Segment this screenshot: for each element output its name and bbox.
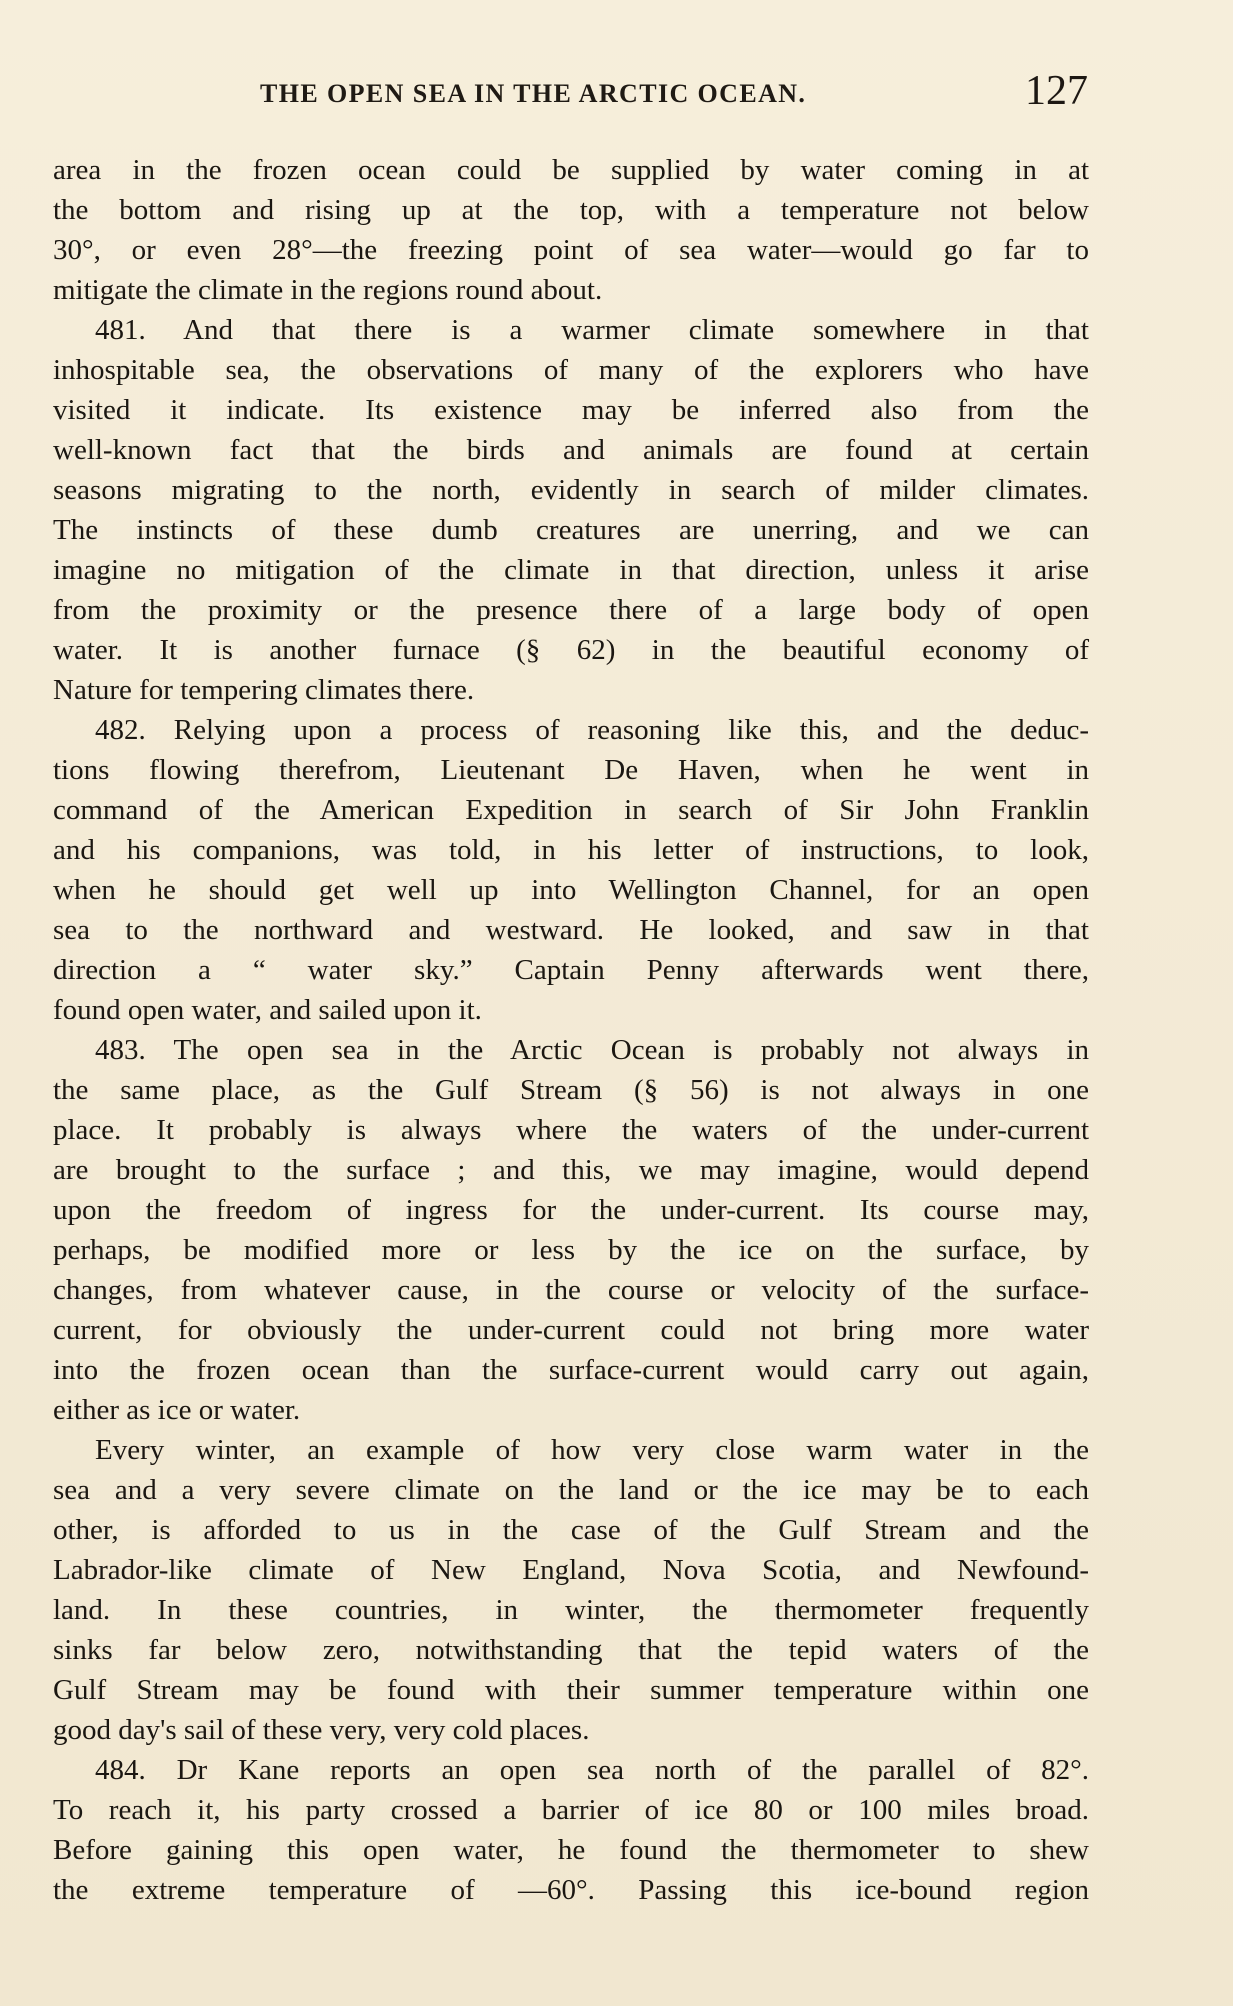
body-line: current, for obviously the under-current could not bring more water — [53, 1314, 1089, 1346]
paragraph-every-winter-line: Every winter, an example of how very close warm water in the — [95, 1434, 1089, 1466]
body-line: inhospitable sea, the observations of many of the explorers who have — [53, 354, 1089, 386]
body-line: The instincts of these dumb creatures are unerring, and we can — [53, 514, 1089, 546]
body-line: good day's sail of these very, very cold places. — [53, 1714, 590, 1746]
body-line: imagine no mitigation of the climate in that direction, unless it arise — [53, 554, 1089, 586]
page-header — [55, 62, 1088, 122]
body-line: 30°, or even 28°—the freezing point of sea water—would go far to — [53, 234, 1089, 266]
body-line: into the frozen ocean than the surface-current would carry out again, — [53, 1354, 1089, 1386]
body-line: land. In these countries, in winter, the thermometer frequently — [53, 1594, 1089, 1626]
body-line: mitigate the climate in the regions round about. — [53, 274, 603, 306]
body-line: tions flowing therefrom, Lieutenant De Haven, when he went in — [53, 754, 1089, 786]
body-line: seasons migrating to the north, evidently in search of milder climates. — [53, 474, 1089, 506]
body-line: Labrador-like climate of New England, Nova Scotia, and Newfound- — [53, 1554, 1089, 1586]
body-line: the bottom and rising up at the top, with a temperature not below — [53, 194, 1089, 226]
page-body — [53, 150, 1089, 1910]
paragraph-482-line: 482. Relying upon a process of reasoning like this, and the deduc- — [95, 714, 1089, 746]
body-line: visited it indicate. Its existence may be inferred also from the — [53, 394, 1089, 426]
body-line: when he should get well up into Wellington Channel, for an open — [53, 874, 1089, 906]
body-line: upon the freedom of ingress for the under-current. Its course may, — [53, 1194, 1089, 1226]
body-line: perhaps, be modified more or less by the ice on the surface, by — [53, 1234, 1089, 1266]
body-line: area in the frozen ocean could be supplied by water coming in at — [53, 154, 1089, 186]
body-line: To reach it, his party crossed a barrier of ice 80 or 100 miles broad. — [53, 1794, 1089, 1826]
body-line: are brought to the surface ; and this, we may imagine, would depend — [53, 1154, 1089, 1186]
body-line: place. It probably is always where the waters of the under-current — [53, 1114, 1089, 1146]
body-line: the same place, as the Gulf Stream (§ 56) is not always in one — [53, 1074, 1089, 1106]
body-line: changes, from whatever cause, in the course or velocity of the surface- — [53, 1274, 1089, 1306]
body-line: sea and a very severe climate on the land or the ice may be to each — [53, 1474, 1089, 1506]
body-line: command of the American Expedition in search of Sir John Franklin — [53, 794, 1089, 826]
body-line: Gulf Stream may be found with their summer temperature within one — [53, 1674, 1089, 1706]
page-number: 127 — [1025, 68, 1088, 114]
body-line: and his companions, was told, in his letter of instructions, to look, — [53, 834, 1089, 866]
body-line: either as ice or water. — [53, 1394, 301, 1426]
body-line: other, is afforded to us in the case of the Gulf Stream and the — [53, 1514, 1089, 1546]
body-line: the extreme temperature of —60°. Passing this ice-bound region — [53, 1874, 1089, 1906]
body-line: Before gaining this open water, he found the thermometer to shew — [53, 1834, 1089, 1866]
paragraph-483-line: 483. The open sea in the Arctic Ocean is probably not always in — [95, 1034, 1089, 1066]
body-line: water. It is another furnace (§ 62) in the beautiful economy of — [53, 634, 1089, 666]
paragraph-484-line: 484. Dr Kane reports an open sea north of the parallel of 82°. — [95, 1754, 1089, 1786]
body-line: from the proximity or the presence there of a large body of open — [53, 594, 1089, 626]
body-line: well-known fact that the birds and animals are found at certain — [53, 434, 1089, 466]
paragraph-481-line: 481. And that there is a warmer climate somewhere in that — [95, 314, 1089, 346]
body-line: direction a “ water sky.” Captain Penny afterwards went there, — [53, 954, 1089, 986]
body-line: sea to the northward and westward. He looked, and saw in that — [53, 914, 1089, 946]
running-title: THE OPEN SEA IN THE ARCTIC OCEAN. — [260, 79, 807, 108]
body-line: sinks far below zero, notwithstanding that the tepid waters of the — [53, 1634, 1089, 1666]
body-line: found open water, and sailed upon it. — [53, 994, 482, 1026]
body-line: Nature for tempering climates there. — [53, 674, 475, 706]
